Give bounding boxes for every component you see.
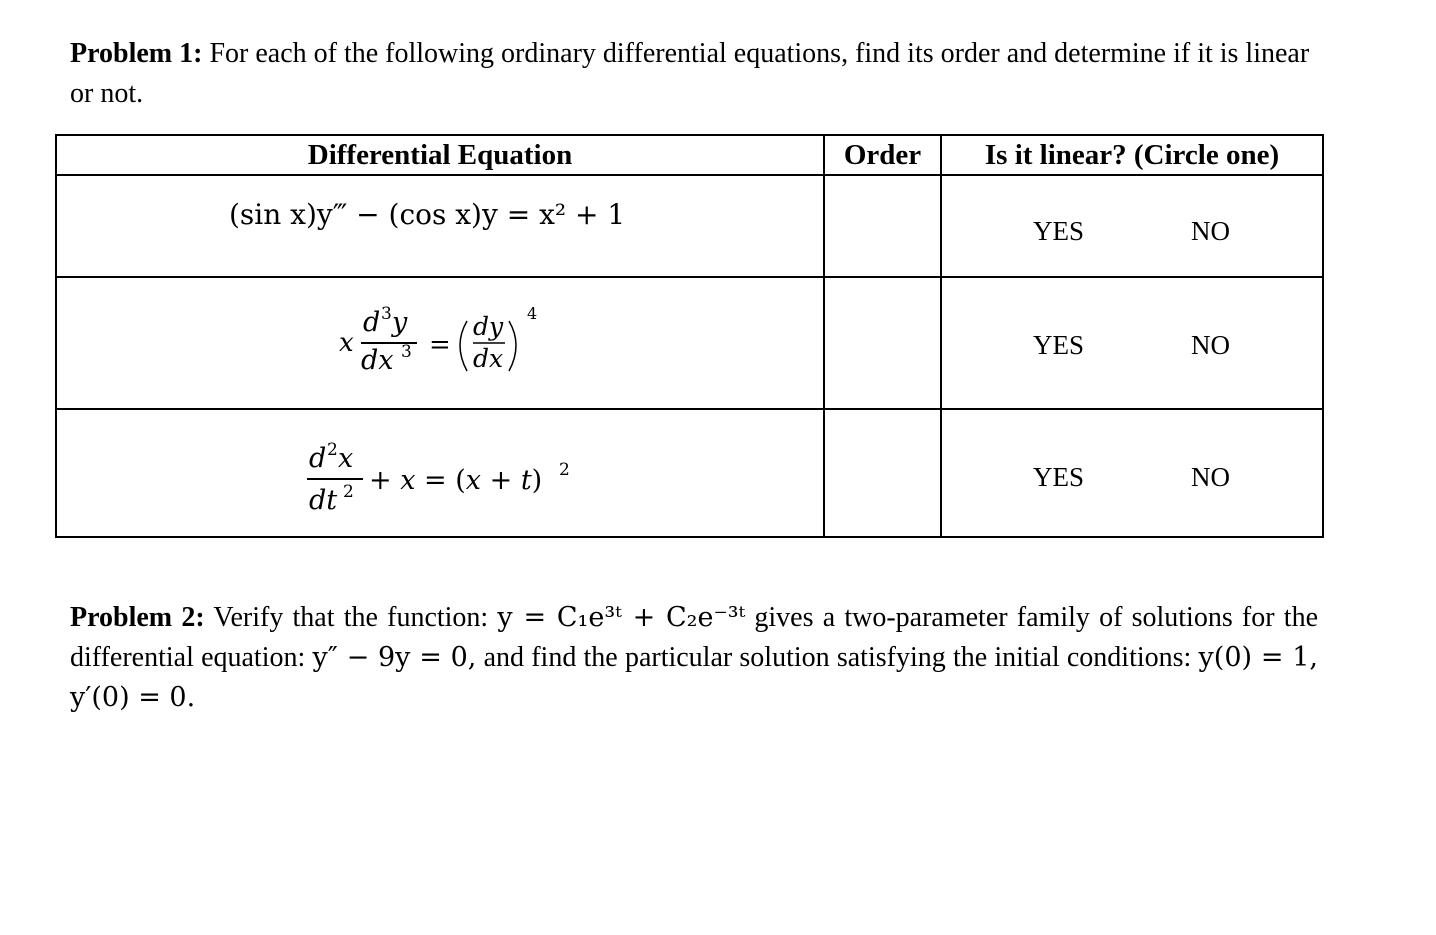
- table-row: [56, 277, 1323, 409]
- equation-3-graphic: [307, 423, 607, 523]
- svg-text:y: y: [392, 307, 408, 338]
- linear-cell-1: [941, 175, 1323, 277]
- svg-text:3: 3: [381, 304, 392, 324]
- equation-2-graphic: [339, 293, 569, 393]
- svg-text:x: x: [339, 328, 354, 358]
- problem-2-label: Problem 2:: [70, 602, 205, 633]
- svg-text:x: x: [338, 443, 354, 474]
- svg-text:dy: dy: [473, 312, 504, 341]
- svg-text:d: d: [363, 307, 381, 338]
- problem-1-statement: [70, 34, 1330, 114]
- equation-1: (sin x)y‴ − (cos x)y = x² + 1: [229, 197, 626, 231]
- problem-2-text-b: gives a two-parameter family of solutions for the differential equation:: [70, 602, 1318, 673]
- yes-option-2[interactable]: YES: [1033, 330, 1085, 360]
- problem-1-label: Problem 1:: [70, 38, 203, 69]
- svg-text:2: 2: [327, 440, 338, 460]
- svg-text:3: 3: [401, 342, 412, 362]
- problem-2-initial-conditions: y(0) = 1, y′(0) = 0.: [70, 642, 1318, 713]
- svg-text:d: d: [309, 443, 327, 474]
- order-cell-3[interactable]: [824, 409, 941, 537]
- svg-text:4: 4: [527, 304, 538, 323]
- order-cell-2[interactable]: [824, 277, 941, 409]
- problem-2-text-a: Verify that the function:: [204, 602, 498, 633]
- problem-2-function: y = C₁e³ᵗ + C₂e⁻³ᵗ: [497, 602, 746, 633]
- equation-cell-2: [56, 277, 824, 409]
- problem-2-statement: [70, 598, 1318, 718]
- table-row: [56, 409, 1323, 537]
- header-linear: Is it linear? (Circle one): [941, 135, 1323, 175]
- equation-cell-3: [56, 409, 824, 537]
- problem-2-ode: y″ − 9y = 0,: [312, 642, 477, 673]
- problem-1-text: For each of the following ordinary differential equations, find its order and determine if it is linear or not.: [70, 38, 1310, 109]
- equation-3: [57, 423, 823, 523]
- problem-2-text-c: and find the particular solution satisfying the initial conditions:: [476, 642, 1199, 673]
- table-row: [56, 175, 1323, 277]
- svg-text:dt: dt: [309, 485, 338, 516]
- order-cell-1[interactable]: [824, 175, 941, 277]
- equations-table: [55, 134, 1324, 538]
- svg-text:dx: dx: [473, 344, 504, 373]
- svg-text:=: =: [429, 330, 451, 360]
- equation-2-svg: [339, 304, 569, 376]
- header-equation: Differential Equation: [56, 135, 824, 175]
- equation-cell-1: [56, 175, 824, 277]
- linear-cell-2: [941, 277, 1323, 409]
- svg-text:dx: dx: [361, 345, 394, 376]
- no-option-1[interactable]: NO: [1191, 216, 1230, 246]
- svg-text:2: 2: [559, 460, 570, 480]
- yes-option-3[interactable]: YES: [1033, 462, 1085, 492]
- table-header-row: [56, 135, 1323, 175]
- svg-text:+ x = (x + t): + x = (x + t): [369, 465, 543, 496]
- yes-option-1[interactable]: YES: [1033, 216, 1085, 246]
- svg-text:2: 2: [343, 482, 354, 502]
- no-option-2[interactable]: NO: [1191, 330, 1230, 360]
- header-order: Order: [824, 135, 941, 175]
- linear-cell-3: [941, 409, 1323, 537]
- no-option-3[interactable]: NO: [1191, 462, 1230, 492]
- equation-2: [57, 293, 823, 393]
